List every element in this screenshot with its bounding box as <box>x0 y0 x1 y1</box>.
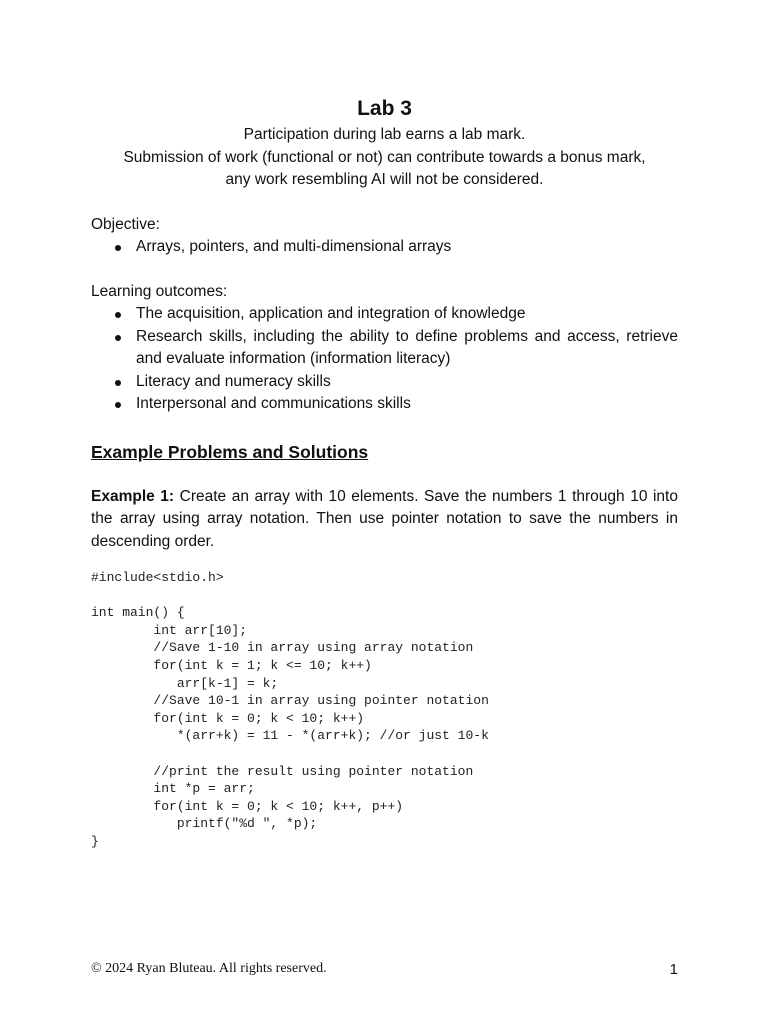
bullet-icon <box>115 380 121 386</box>
bullet-icon <box>115 312 121 318</box>
objective-label: Objective: <box>91 215 160 233</box>
footer-page-number: 1 <box>669 961 678 978</box>
spacer <box>91 192 678 214</box>
learning-outcomes-list <box>91 303 678 416</box>
spacer <box>91 465 678 486</box>
spacer <box>91 553 678 569</box>
bullet-icon <box>115 402 121 408</box>
list-item <box>91 393 678 416</box>
example-1-label: Example 1: <box>91 487 175 505</box>
list-item <box>91 371 678 394</box>
list-item <box>91 326 678 371</box>
bullet-icon <box>115 245 121 251</box>
document-page <box>91 94 678 851</box>
page-title: Lab 3 <box>357 97 412 120</box>
example-1-text: Create an array with 10 elements. Save the numbers 1 through 10 into the array using array notation. Then use pointer notation to save the numbers in descending order. <box>91 487 678 550</box>
subtitle-block <box>91 124 678 192</box>
list-item-text: Interpersonal and communications skills <box>136 395 411 412</box>
list-item <box>91 236 678 259</box>
list-item-text: Research skills, including the ability to define problems and access, retrieve and evaluate information (information literacy) <box>136 327 678 367</box>
list-item <box>91 303 678 326</box>
subtitle-line: Participation during lab earns a lab mark. <box>243 126 526 143</box>
bullet-icon <box>115 335 121 341</box>
spacer <box>91 259 678 281</box>
subtitle-line: Submission of work (functional or not) can contribute towards a bonus mark, <box>123 148 646 166</box>
objective-list <box>91 236 678 259</box>
subtitle-line: any work resembling AI will not be considered. <box>225 171 544 188</box>
footer-copyright: © 2024 Ryan Bluteau. All rights reserved. <box>91 961 327 976</box>
list-item-text: Arrays, pointers, and multi-dimensional arrays <box>136 238 452 255</box>
list-item-text: Literacy and numeracy skills <box>136 372 331 390</box>
spacer <box>91 416 678 439</box>
example-1-statement <box>91 486 678 554</box>
code-block: #include<stdio.h> int main() { int arr[10]; //Save 1-10 in array using array notation for(int k = 1; k <= 10; k++) arr[k-1] = k; //Save 10-1 in array using pointer notation for(int k = 0; k < 10; k++) *(arr+k) = 11 - *(arr+k); //or just 10-k //print the result using pointer notation int *p = arr; for(int k = 0; k < 10; k++, p++) printf("%d ", *p); } <box>91 570 489 849</box>
learning-outcomes-label: Learning outcomes: <box>91 282 228 300</box>
section-heading: Example Problems and Solutions <box>91 441 369 462</box>
list-item-text: The acquisition, application and integration of knowledge <box>136 305 526 322</box>
